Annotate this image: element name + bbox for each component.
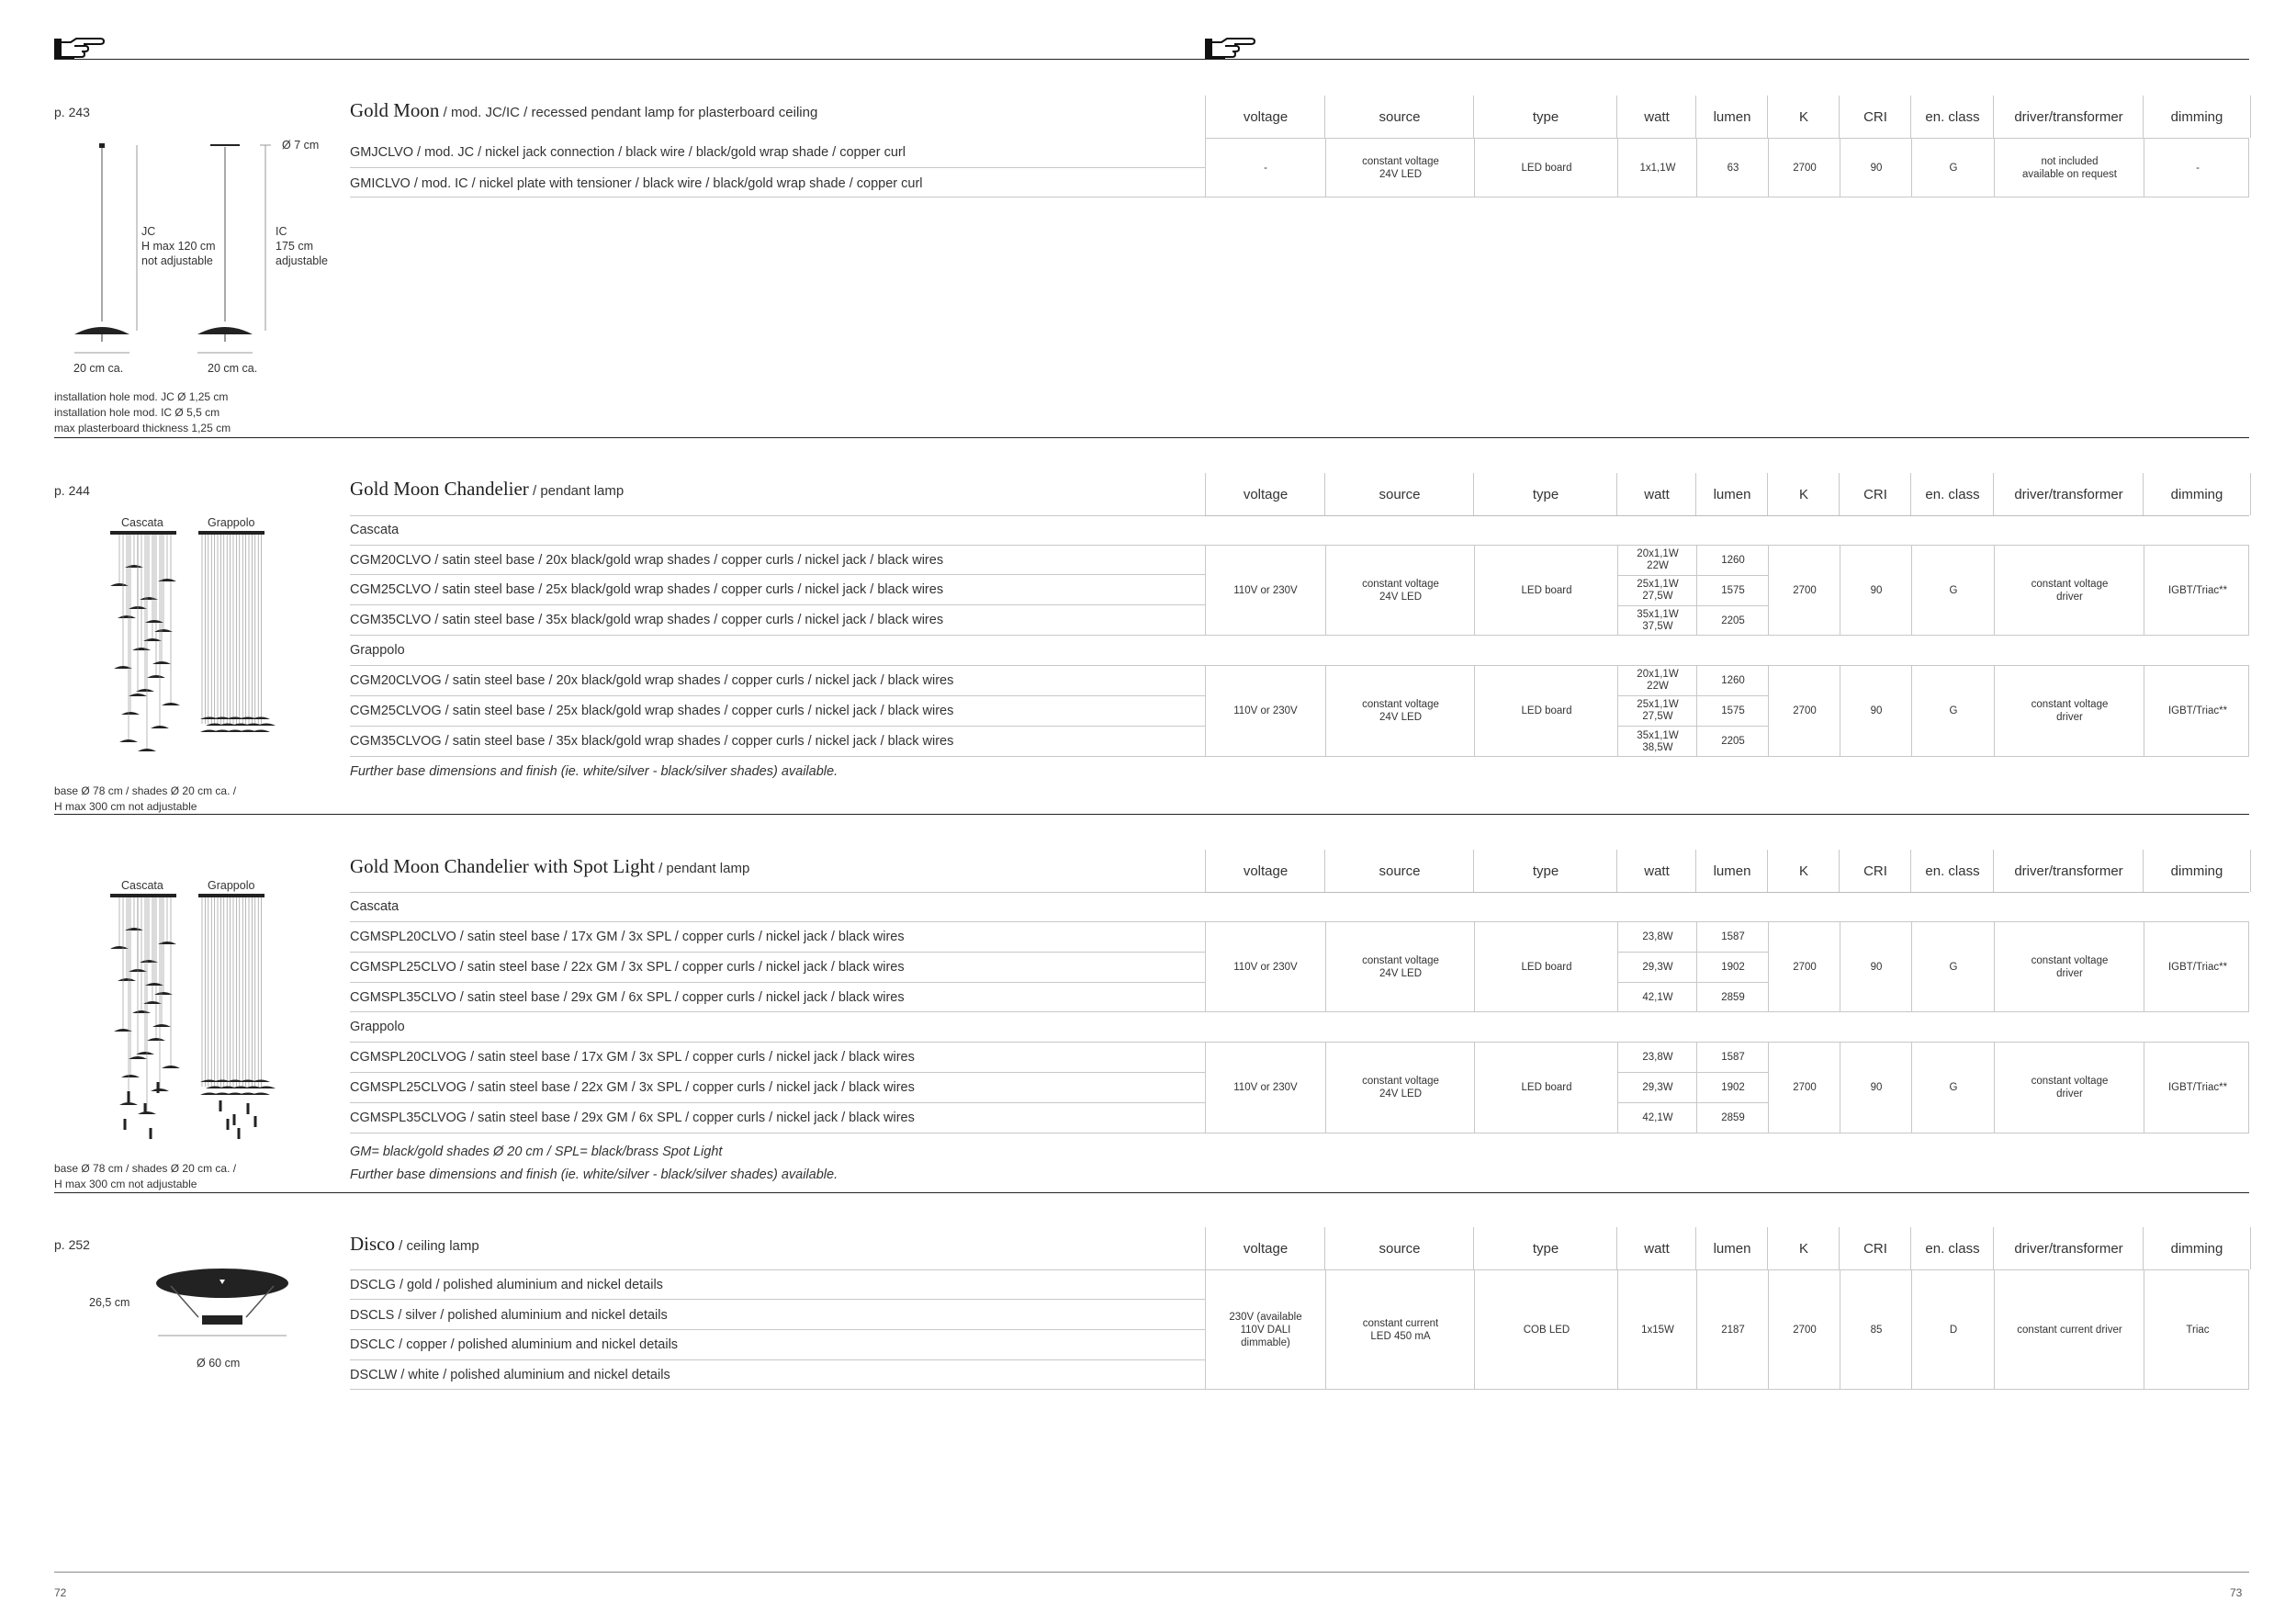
disco-drawing	[147, 1264, 303, 1347]
row-divider	[350, 1011, 1205, 1012]
row-divider	[350, 1389, 1205, 1390]
spec-table	[1205, 138, 2249, 197]
grappolo-label: Grappolo	[208, 879, 255, 892]
row-divider	[350, 952, 1205, 953]
row-divider	[350, 1042, 1205, 1043]
row-divider	[350, 726, 1205, 727]
group-label: Grappolo	[350, 1020, 405, 1034]
product-row: CGM20CLVOG / satin steel base / 20x black/gold wrap shades / copper curls / nickel jack / black wires	[350, 673, 954, 688]
install-note: max plasterboard thickness 1,25 cm	[54, 422, 231, 434]
product-row: CGM25CLVOG / satin steel base / 25x black/gold wrap shades / copper curls / nickel jack / black wires	[350, 704, 954, 718]
product-row: DSCLG / gold / polished aluminium and nickel details	[350, 1278, 663, 1292]
dimension-note: base Ø 78 cm / shades Ø 20 cm ca. /	[54, 1162, 237, 1175]
header-rule	[54, 59, 2249, 60]
ic-adjust-label: adjustable	[276, 254, 328, 267]
row-divider	[350, 982, 1205, 983]
jc-adjust-label: not adjustable	[141, 254, 213, 267]
row-divider	[350, 515, 1205, 516]
product-row: CGMSPL25CLVO / satin steel base / 22x GM / 3x SPL / copper curls / nickel jack / black wires	[350, 960, 905, 975]
product-title: Gold Moon / mod. JC/IC / recessed pendant lamp for plasterboard ceiling	[350, 99, 818, 121]
header-divider	[1205, 892, 2249, 893]
install-note: installation hole mod. JC Ø 1,25 cm	[54, 390, 229, 403]
group-label: Cascata	[350, 899, 400, 914]
install-note: installation hole mod. IC Ø 5,5 cm	[54, 406, 220, 419]
row-divider	[350, 1329, 1205, 1330]
product-row: CGMSPL20CLVOG / satin steel base / 17x GM / 3x SPL / copper curls / nickel jack / black wires	[350, 1050, 915, 1065]
product-row: GMICLVO / mod. IC / nickel plate with tensioner / black wire / black/gold wrap shade / copper curl	[350, 176, 923, 191]
spec-voltage: -	[1264, 162, 1267, 174]
group-label: Grappolo	[350, 643, 405, 658]
spec-table: 110V or 230V constant voltage 24V LED LED board 20x1,1W 22W 25x1,1W 27,5W 35x1,1W 38,5W 1260 1575 2205 2700 90 G constant voltage driver IGBT/Triac**	[1205, 665, 2249, 757]
spec-driver: not included available on request	[1994, 139, 2144, 197]
spec-header: voltage source type watt lumen K CRI en. class driver/transformer dimming	[1205, 473, 2249, 515]
row-divider	[350, 1269, 1205, 1270]
cascata-label: Cascata	[121, 879, 163, 892]
page-reference: p. 244	[54, 483, 90, 498]
pointing-hand-icon	[54, 35, 106, 61]
product-title: Gold Moon Chandelier with Spot Light / pendant lamp	[350, 855, 750, 877]
product-row: CGM25CLVO / satin steel base / 25x black/gold wrap shades / copper curls / nickel jack / black wires	[350, 582, 944, 597]
ic-height-label: 175 cm	[276, 240, 313, 253]
pointing-hand-icon	[1205, 35, 1256, 61]
row-divider	[350, 1359, 1205, 1360]
section-divider	[54, 1192, 2249, 1193]
spec-dimming: -	[2144, 139, 2251, 197]
product-row: DSCLS / silver / polished aluminium and nickel details	[350, 1308, 668, 1323]
row-divider	[350, 635, 1205, 636]
product-row: CGMSPL35CLVOG / satin steel base / 29x GM / 6x SPL / copper curls / nickel jack / black wires	[350, 1111, 915, 1125]
page-reference: p. 243	[54, 105, 90, 119]
chandelier-spot-drawing	[101, 894, 285, 1142]
row-divider	[350, 167, 1205, 168]
row-divider	[350, 574, 1205, 575]
row-divider	[350, 1102, 1205, 1103]
spec-header: voltage source type watt lumen K CRI en. class driver/transformer dimming	[1205, 850, 2249, 892]
diameter-label: Ø 7 cm	[282, 139, 320, 152]
row-divider	[350, 756, 1205, 757]
page-reference: p. 252	[54, 1237, 90, 1252]
row-divider	[350, 1299, 1205, 1300]
spec-header: voltage source type watt lumen K CRI en. class driver/transformer dimming	[1205, 1227, 2249, 1269]
spec-energy-class: G	[1911, 139, 1995, 197]
footnote: Further base dimensions and finish (ie. white/silver - black/silver shades) available.	[350, 1167, 838, 1182]
spec-lumen: 63	[1696, 139, 1769, 197]
ic-label: IC	[276, 225, 287, 238]
spec-table: 110V or 230V constant voltage 24V LED LED board 20x1,1W 22W 25x1,1W 27,5W 35x1,1W 37,5W 1260 1575 2205 2700 90 G constant voltage driver IGBT/Triac**	[1205, 545, 2249, 636]
product-row: GMJCLVO / mod. JC / nickel jack connection / black wire / black/gold wrap shade / copper curl	[350, 145, 906, 160]
width-label: 20 cm ca.	[208, 362, 258, 375]
height-label: 26,5 cm	[89, 1296, 130, 1309]
spec-header: voltage source type watt lumen K CRI en. class driver/transformer dimming	[1205, 96, 2249, 138]
row-divider	[350, 665, 1205, 666]
row-divider	[350, 892, 1205, 893]
row-divider	[350, 604, 1205, 605]
spec-source: constant voltage 24V LED	[1325, 139, 1475, 197]
product-row: CGMSPL20CLVO / satin steel base / 17x GM / 3x SPL / copper curls / nickel jack / black wires	[350, 930, 905, 944]
jc-label: JC	[141, 225, 156, 238]
jc-height-label: H max 120 cm	[141, 240, 216, 253]
section-divider	[54, 814, 2249, 815]
footnote: GM= black/gold shades Ø 20 cm / SPL= black/brass Spot Light	[350, 1145, 723, 1159]
spec-kelvin: 2700	[1768, 139, 1840, 197]
spec-table: 230V (available 110V DALI dimmable) constant current LED 450 mA COB LED 1x15W 2187 2700 85 D constant current driver Triac	[1205, 1269, 2249, 1390]
width-label: 20 cm ca.	[73, 362, 124, 375]
footnote: Further base dimensions and finish (ie. white/silver - black/silver shades) available.	[350, 764, 838, 779]
product-row: DSCLC / copper / polished aluminium and nickel details	[350, 1337, 679, 1352]
dimension-note: H max 300 cm not adjustable	[54, 800, 197, 813]
spec-table: 110V or 230V constant voltage 24V LED LED board 23,8W 29,3W 42,1W 1587 1902 2859 2700 90 G constant voltage driver IGBT/Triac**	[1205, 1042, 2249, 1133]
product-row: CGM35CLVO / satin steel base / 35x black/gold wrap shades / copper curls / nickel jack / black wires	[350, 613, 944, 627]
row-divider	[350, 1072, 1205, 1073]
footer-rule	[54, 1572, 2249, 1573]
spec-type: LED board	[1474, 139, 1618, 197]
product-title: Gold Moon Chandelier / pendant lamp	[350, 478, 625, 500]
page-number-left: 72	[54, 1586, 67, 1599]
group-label: Cascata	[350, 523, 400, 537]
product-row: CGM20CLVO / satin steel base / 20x black/gold wrap shades / copper curls / nickel jack / black wires	[350, 553, 944, 568]
header-divider	[1205, 515, 2249, 516]
page-number-right: 73	[2230, 1586, 2243, 1599]
spec-table: 110V or 230V constant voltage 24V LED LED board 23,8W 29,3W 42,1W 1587 1902 2859 2700 90 G constant voltage driver IGBT/Triac**	[1205, 921, 2249, 1012]
cascata-label: Cascata	[121, 516, 163, 529]
product-row: DSCLW / white / polished aluminium and nickel details	[350, 1368, 670, 1382]
dimension-note: H max 300 cm not adjustable	[54, 1178, 197, 1190]
product-row: CGMSPL25CLVOG / satin steel base / 22x GM / 3x SPL / copper curls / nickel jack / black wires	[350, 1080, 915, 1095]
product-row: CGM35CLVOG / satin steel base / 35x black/gold wrap shades / copper curls / nickel jack / black wires	[350, 734, 954, 749]
section-divider	[54, 437, 2249, 438]
product-row: CGMSPL35CLVO / satin steel base / 29x GM / 6x SPL / copper curls / nickel jack / black wires	[350, 990, 905, 1005]
grappolo-label: Grappolo	[208, 516, 255, 529]
product-title: Disco / ceiling lamp	[350, 1233, 479, 1255]
diameter-label: Ø 60 cm	[197, 1357, 241, 1370]
row-divider	[350, 921, 1205, 922]
chandelier-drawing	[101, 531, 285, 779]
spec-watt: 1x1,1W	[1617, 139, 1697, 197]
spec-cri: 90	[1840, 139, 1912, 197]
row-divider	[350, 545, 1205, 546]
dimension-note: base Ø 78 cm / shades Ø 20 cm ca. /	[54, 784, 237, 797]
row-divider	[350, 695, 1205, 696]
